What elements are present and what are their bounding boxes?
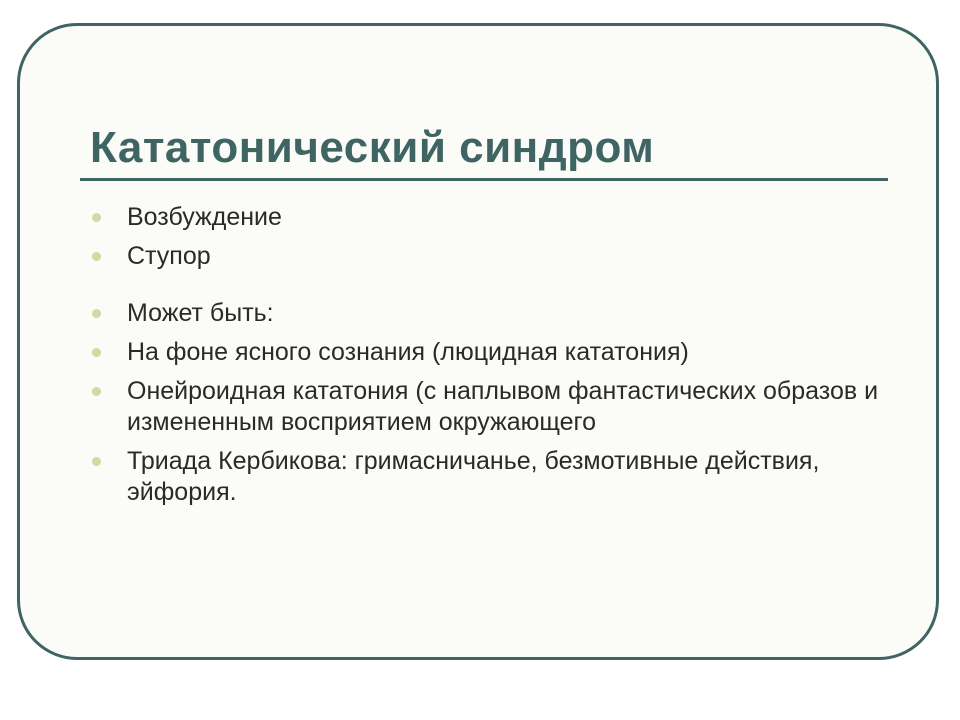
slide-title: Кататонический синдром [90,123,655,172]
bullet-text: Онейроидная кататония (с наплывом фантастических образов и измененным восприятием окружающего [127,377,879,436]
bullet-icon [92,252,101,261]
bullet-text: Возбуждение [127,203,282,231]
bullet-icon [92,309,101,318]
list-item [90,202,880,233]
bullet-icon [92,387,101,396]
bullet-text: Триада Кербикова: гримасничанье, безмотивные действия, эйфория. [127,447,820,506]
bullet-icon [92,457,101,466]
list-item [90,241,880,272]
list-item [90,337,880,368]
bullet-text: На фоне ясного сознания (люцидная кататония) [127,338,689,366]
list-item [90,376,880,438]
title-underline [80,178,888,181]
list-item [90,298,880,329]
bullet-icon [92,348,101,357]
list-item [90,446,880,508]
bullet-icon [92,213,101,222]
bullet-text: Может быть: [127,299,274,327]
bullet-list [90,202,880,516]
bullet-text: Ступор [127,242,211,270]
